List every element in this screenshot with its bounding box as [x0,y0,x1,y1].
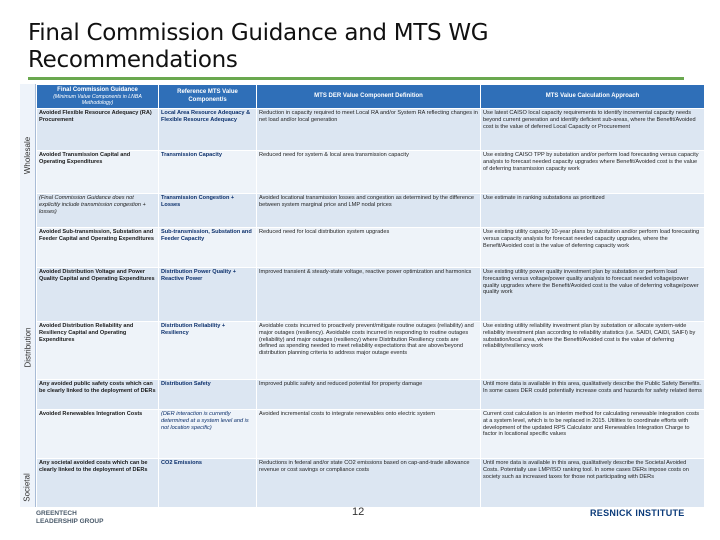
table-row: Avoided Distribution Reliability and Resiliency Capital and Operating Expenditures Distribution Reliability + Resiliency Avoidable costs incurred to proactively prevent/mitigate routine outages (reliability) and major outages (resiliency). Avoidable costs incurred in responding to routine outages (reliability) and major outages (resiliency) where Distribution Resiliency costs are defined as spending needed to meet reliability expectations that are above/beyond distribution planning criteria to address major outage events Use existing utility reliability investment plan by substation or allocate system-wide reliability investment plan according to reliability statistics (i.e. SAIDI, CAIDI, SAIFI) by substation/local area, where the Benefit/Avoided cost is the value of deferring reliability/resiliency work [37,322,705,380]
section-labels [20,84,36,507]
slide-title: Final Commission Guidance and MTS WG Recommendations [28,20,489,73]
greentech-logo: GREENTECH LEADERSHIP GROUP [36,510,104,525]
table-row: Avoided Sub-transmission, Substation and Feeder Capital and Operating Expenditures Sub-transmission, Substation and Feeder Capacity Reduced need for local distribution system upgrades Use existing utility capacity 10-year plans by substation and/or perform load forecasting versus capacity analysis for forecast needed capacity upgrades, where the Benefit/Avoided cost is the value of deferring capacity work [37,228,705,268]
resnick-logo [590,508,710,519]
table-row: Any avoided public safety costs which can be clearly linked to the deployment of DERs Distribution Safety Improved public safety and reduced potential for property damage Until more data is available in this area, qualitatively describe the Public Safety Benefits. In some cases DER could potentially increase costs and hazards for safety related items [37,380,705,410]
resnick-logo-text: RESNICK INSTITUTE [590,508,685,518]
table-row: Avoided Flexible Resource Adequacy (RA) Procurement Local Area Resource Adequacy & Flexible Resource Adequacy Reduction in capacity required to meet Local RA and/or System RA reflecting changes in net load and/or local generation Use latest CAISO local capacity requirements to identify incremental capacity needs beyond current generation and identify deficient sub-areas, where the Benefit/Avoided cost is the value of deferred Local Capacity or Procurement [37,109,705,151]
table-row: Any societal avoided costs which can be clearly linked to the deployment of DERs CO2 Emissions Reductions in federal and/or state CO2 emissions based on cap-and-trade allowance revenue or cost savings or compliance costs Until more data is available in this area, qualitatively describe the Societal Avoided Costs. Potentially use LMP/ISO ranking tool. In some cases DERs impose costs on society such as increased taxes for those not participating with DERs [37,459,705,508]
value-component-table [36,84,705,508]
table-row: Avoided Distribution Voltage and Power Quality Capital and Operating Expenditures Distribution Power Quality + Reactive Power Improved transient & steady-state voltage, reactive power optimization and harmonics Use existing utility power quality investment plan by substation or perform load forecasting versus voltage/power quality analysis to forecast needed voltage/power quality upgrades where the Benefit/Avoided cost is the value of deferring voltage/power quality work [37,268,705,322]
page-number: 12 [352,506,365,518]
section-label-wholesale: Wholesale [20,84,36,227]
header-calculation-approach: MTS Value Calculation Approach [481,85,705,109]
table-row: Avoided Transmission Capital and Operating Expenditures Transmission Capacity Reduced need for system & local area transmission capacity Use existing CAISO TPP by substation and/or perform load forecasting versus capacity analysis to forecast needed capacity upgrades where Benefit/Avoided cost is the value of deferring transmission capacity work [37,151,705,194]
header-reference-component: Reference MTS Value Component/s [159,85,257,109]
header-component-definition: MTS DER Value Component Definition [257,85,481,109]
title-underline [28,77,684,80]
header-commission-guidance: Final Commission Guidance (Minimum Value Components in LNBA Methodology) [37,85,159,109]
table-row: Avoided Renewables Integration Costs (DER interaction is currently determined at a system level and is not location specific) Avoided incremental costs to integrate renewables onto electric system Current cost calculation is an interim method for calculating renewable integration costs at a system level, which is to be replaced in 2015. Utilities to coordinate efforts with development of the updated RPS Calculator and Renewables Integration Charge to factor in locational specific values [37,410,705,459]
table-row: (Final Commission Guidance does not explicitly include transmission congestion + losses) Transmission Congestion + Losses Avoided locational transmission losses and congestion as determined by the difference between system marginal price and LMP nodal prices Use estimate in ranking substations as prioritized [37,194,705,228]
section-label-societal: Societal [20,468,36,507]
section-label-distribution: Distribution [20,227,36,468]
